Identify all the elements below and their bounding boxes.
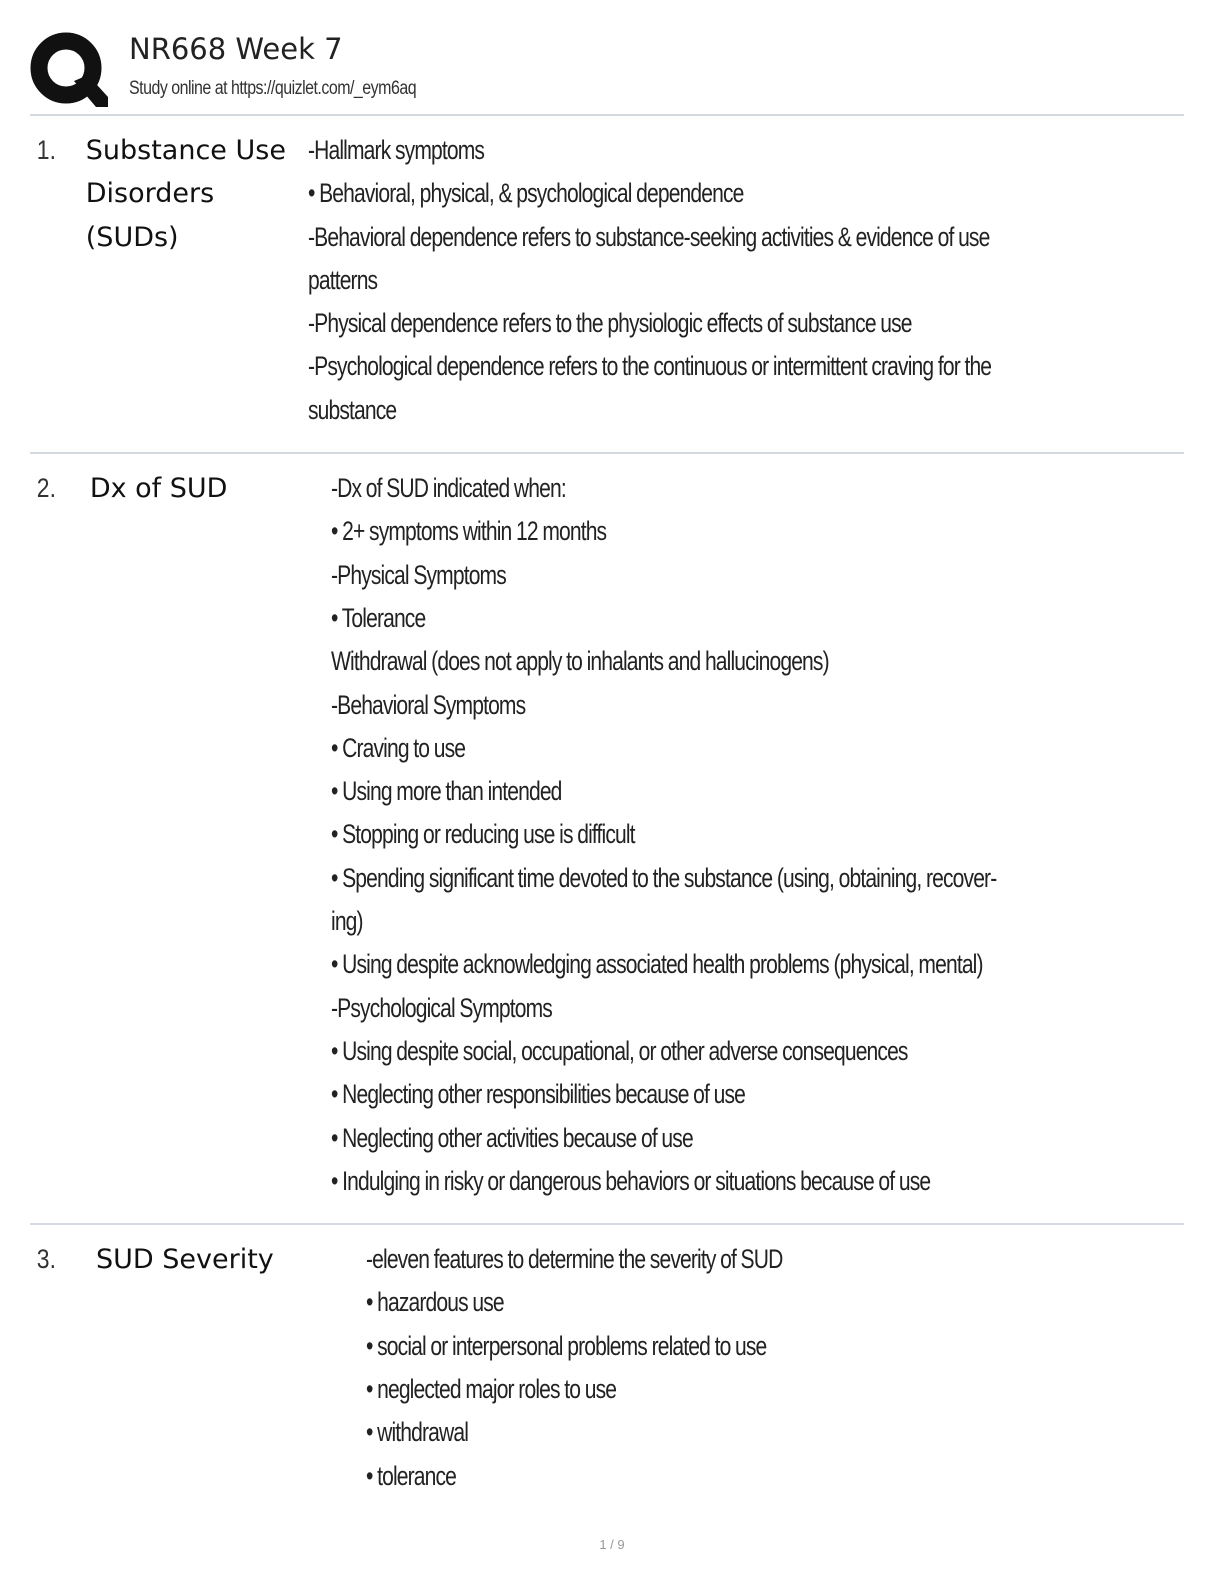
definition-line: • withdrawal (366, 1417, 469, 1448)
definition-line: -Behavioral Symptoms (330, 689, 526, 720)
flashcard (30, 1225, 1184, 1518)
definition-line: ing) (330, 906, 363, 937)
card-term: Substance Use Disorders (SUDs) (85, 135, 286, 253)
card-term: Dx of SUD (89, 473, 228, 505)
definition-line: -Psychological dependence refers to the continuous or intermittent craving for the (308, 351, 992, 382)
definition-line: • neglected major roles to use (366, 1374, 617, 1405)
definition-line: • Tolerance (330, 602, 426, 633)
definition-line: -eleven features to determine the severity of SUD (366, 1244, 783, 1275)
definition-line: -Dx of SUD indicated when: (330, 473, 566, 504)
definition-line: • Indulging in risky or dangerous behaviors or situations because of use (330, 1165, 931, 1196)
definition-line: -Physical dependence refers to the physiologic effects of substance use (308, 308, 912, 339)
definition-line: • Craving to use (330, 732, 466, 763)
definition-line: -Psychological Symptoms (330, 992, 552, 1023)
definition-line: • 2+ symptoms within 12 months (330, 516, 607, 547)
definition-line: • Using despite acknowledging associated health problems (physical, mental) (330, 949, 983, 980)
definition-line: • Spending significant time devoted to the substance (using, obtaining, recover- (330, 862, 997, 893)
definition-line: -Hallmark symptoms (308, 135, 485, 165)
card-number: 3. (36, 1244, 56, 1275)
card-term: SUD Severity (96, 1244, 274, 1276)
card-number: 2. (36, 473, 56, 504)
definition-line: -Physical Symptoms (330, 559, 506, 590)
definition-line: • Neglecting other responsibilities because of use (330, 1079, 745, 1110)
definition-line: substance (308, 394, 397, 425)
card-definition (366, 1238, 1184, 1498)
definition-line: • Using despite social, occupational, or other adverse consequences (330, 1035, 908, 1066)
card-definition (308, 129, 1184, 432)
definition-line: • Behavioral, physical, & psychological dependence (308, 178, 744, 209)
definition-line: • Using more than intended (330, 776, 562, 807)
definition-line: patterns (308, 264, 378, 295)
definition-line: Withdrawal (does not apply to inhalants and hallucinogens) (330, 646, 829, 677)
card-definition (331, 467, 1184, 1203)
flashcard (30, 116, 1184, 454)
definition-line: -Behavioral dependence refers to substance-seeking activities & evidence of use (308, 221, 990, 252)
definition-line: • Neglecting other activities because of use (330, 1122, 693, 1153)
page-number: 1 / 9 (599, 1537, 625, 1552)
flashcard (30, 454, 1184, 1225)
definition-line: • social or interpersonal problems related to use (366, 1330, 767, 1361)
document-title: NR668 Week 7 (129, 32, 343, 66)
definition-line: • Stopping or reducing use is difficult (330, 819, 635, 850)
flashcard-list (30, 116, 1184, 1518)
document-header (30, 28, 1184, 114)
definition-line: • hazardous use (366, 1287, 504, 1318)
card-number: 1. (36, 135, 56, 165)
definition-line: • tolerance (366, 1460, 457, 1491)
quizlet-logo-icon (30, 31, 108, 109)
study-online-link[interactable]: Study online at https://quizlet.com/_eym6aq (129, 78, 417, 99)
